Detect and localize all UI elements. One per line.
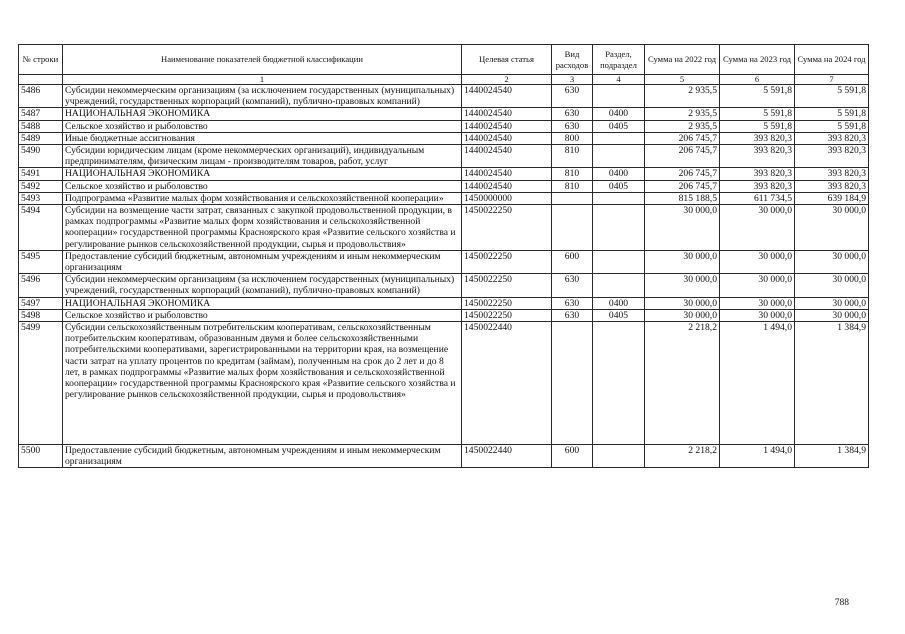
- row-type: 810: [552, 168, 593, 180]
- row-sum-2023: 5 591,8: [720, 108, 795, 120]
- row-sum-2024: 639 184,9: [795, 192, 869, 204]
- header-sum-2024: Сумма на 2024 год: [795, 45, 869, 75]
- row-target: 1450022250: [462, 297, 552, 309]
- row-name: Субсидии сельскохозяйственным потребительским кооперативам, сельскохозяйственным потребительским кооперативам, образованным двумя и более сельскохозяйственными потребительскими кооперативами, зарегистрированными на территории края, на возмещение части затрат на уплату процентов по кредитам (займам), полученным на срок до 2 лет и до 8 лет, в рамках подпрограммы «Развитие малых форм хозяйствования и сельскохозяйственной кооперации» государственной программы Красноярского края «Развитие сельского хозяйства и регулирование рынков сельскохозяйственной продукции, сырья и продовольствия»: [63, 322, 462, 445]
- row-number: 5496: [19, 274, 63, 297]
- row-name: Сельское хозяйство и рыболовство: [63, 180, 462, 192]
- header-type: Вид расходов: [552, 45, 593, 75]
- row-section: [593, 445, 645, 468]
- row-section: [593, 274, 645, 297]
- column-number: 6: [720, 75, 795, 85]
- row-section: 0405: [593, 120, 645, 132]
- row-type: 630: [552, 120, 593, 132]
- row-sum-2022: 206 745,7: [645, 132, 720, 144]
- row-sum-2023: 30 000,0: [720, 297, 795, 309]
- table-row: [19, 85, 869, 108]
- row-number: 5491: [19, 168, 63, 180]
- row-target: 1450022250: [462, 205, 552, 251]
- table-row: [19, 108, 869, 120]
- row-name: НАЦИОНАЛЬНАЯ ЭКОНОМИКА: [63, 168, 462, 180]
- row-number: 5487: [19, 108, 63, 120]
- budget-table: [18, 44, 869, 468]
- row-sum-2022: 206 745,7: [645, 145, 720, 168]
- row-section: [593, 145, 645, 168]
- row-type: 800: [552, 132, 593, 144]
- row-type: 600: [552, 445, 593, 468]
- row-sum-2024: 1 384,9: [795, 322, 869, 445]
- row-sum-2023: 30 000,0: [720, 309, 795, 321]
- row-type: 600: [552, 250, 593, 273]
- row-section: [593, 192, 645, 204]
- row-name: Подпрограмма «Развитие малых форм хозяйствования и сельскохозяйственной кооперации»: [63, 192, 462, 204]
- table-row: [19, 250, 869, 273]
- row-number: 5489: [19, 132, 63, 144]
- table-row: [19, 445, 869, 468]
- table-row: [19, 309, 869, 321]
- row-sum-2022: 30 000,0: [645, 205, 720, 251]
- row-target: 1450022250: [462, 274, 552, 297]
- row-sum-2024: 30 000,0: [795, 205, 869, 251]
- row-sum-2023: 611 734,5: [720, 192, 795, 204]
- table-row: [19, 322, 869, 445]
- row-section: 0405: [593, 180, 645, 192]
- column-number: [19, 75, 63, 85]
- header-target: Целевая статья: [462, 45, 552, 75]
- row-name: Предоставление субсидий бюджетным, автономным учреждениям и иным некоммерческим организациям: [63, 250, 462, 273]
- row-number: 5498: [19, 309, 63, 321]
- row-section: [593, 205, 645, 251]
- row-sum-2024: 393 820,3: [795, 180, 869, 192]
- row-sum-2023: 393 820,3: [720, 145, 795, 168]
- row-sum-2022: 2 218,2: [645, 445, 720, 468]
- row-type: 630: [552, 309, 593, 321]
- table-row: [19, 205, 869, 251]
- row-number: 5497: [19, 297, 63, 309]
- row-target: 1450022440: [462, 322, 552, 445]
- table-row: [19, 274, 869, 297]
- row-sum-2023: 393 820,3: [720, 132, 795, 144]
- row-target: 1450000000: [462, 192, 552, 204]
- row-sum-2023: 1 494,0: [720, 445, 795, 468]
- row-name: НАЦИОНАЛЬНАЯ ЭКОНОМИКА: [63, 108, 462, 120]
- document-page: [18, 44, 870, 468]
- table-row: [19, 145, 869, 168]
- row-target: 1440024540: [462, 132, 552, 144]
- row-target: 1440024540: [462, 85, 552, 108]
- row-name: Субсидии некоммерческим организациям (за исключением государственных (муниципальных) учреждений, государственных корпораций (компаний), публично-правовых компаний): [63, 85, 462, 108]
- row-sum-2022: 30 000,0: [645, 274, 720, 297]
- table-row: [19, 192, 869, 204]
- row-type: 810: [552, 180, 593, 192]
- row-type: 630: [552, 108, 593, 120]
- row-sum-2023: 393 820,3: [720, 168, 795, 180]
- row-sum-2022: 2 935,5: [645, 108, 720, 120]
- column-number-row: [19, 75, 869, 85]
- row-sum-2024: 1 384,9: [795, 445, 869, 468]
- row-number: 5492: [19, 180, 63, 192]
- row-target: 1440024540: [462, 145, 552, 168]
- row-number: 5493: [19, 192, 63, 204]
- row-sum-2024: 393 820,3: [795, 168, 869, 180]
- row-type: [552, 192, 593, 204]
- row-sum-2023: 30 000,0: [720, 274, 795, 297]
- row-number: 5495: [19, 250, 63, 273]
- row-sum-2024: 5 591,8: [795, 85, 869, 108]
- row-sum-2022: 815 188,5: [645, 192, 720, 204]
- row-type: 630: [552, 297, 593, 309]
- row-name: Субсидии на возмещение части затрат, связанных с закупкой продовольственной продукции, в рамках подпрограммы «Развитие малых форм хозяйствования и сельскохозяйственной кооперации» государственной программы Красноярского края «Развитие сельского хозяйства и регулирование рынков сельскохозяйственной продукции, сырья и продовольствия»: [63, 205, 462, 251]
- row-name: Сельское хозяйство и рыболовство: [63, 120, 462, 132]
- row-section: 0400: [593, 168, 645, 180]
- row-sum-2024: 393 820,3: [795, 132, 869, 144]
- row-section: [593, 322, 645, 445]
- row-sum-2024: 5 591,8: [795, 108, 869, 120]
- column-number: 7: [795, 75, 869, 85]
- row-target: 1450022440: [462, 445, 552, 468]
- row-section: 0400: [593, 108, 645, 120]
- row-sum-2023: 5 591,8: [720, 120, 795, 132]
- row-sum-2022: 2 218,2: [645, 322, 720, 445]
- row-target: 1440024540: [462, 120, 552, 132]
- row-sum-2024: 5 591,8: [795, 120, 869, 132]
- header-section: Раздел, подраздел: [593, 45, 645, 75]
- table-row: [19, 120, 869, 132]
- row-name: Иные бюджетные ассигнования: [63, 132, 462, 144]
- row-sum-2023: 30 000,0: [720, 205, 795, 251]
- row-section: 0400: [593, 297, 645, 309]
- header-name: Наименование показателей бюджетной классификации: [63, 45, 462, 75]
- row-section: [593, 132, 645, 144]
- row-number: 5499: [19, 322, 63, 445]
- row-number: 5494: [19, 205, 63, 251]
- table-row: [19, 168, 869, 180]
- table-row: [19, 180, 869, 192]
- column-number: 4: [593, 75, 645, 85]
- row-name: Субсидии некоммерческим организациям (за исключением государственных (муниципальных) учреждений, государственных корпораций (компаний), публично-правовых компаний): [63, 274, 462, 297]
- row-section: [593, 250, 645, 273]
- row-type: [552, 205, 593, 251]
- row-sum-2022: 2 935,5: [645, 85, 720, 108]
- row-sum-2024: 30 000,0: [795, 297, 869, 309]
- row-sum-2023: 5 591,8: [720, 85, 795, 108]
- row-type: 630: [552, 85, 593, 108]
- row-sum-2023: 30 000,0: [720, 250, 795, 273]
- row-type: 810: [552, 145, 593, 168]
- row-number: 5500: [19, 445, 63, 468]
- row-section: [593, 85, 645, 108]
- row-sum-2022: 30 000,0: [645, 297, 720, 309]
- row-sum-2024: 30 000,0: [795, 309, 869, 321]
- table-row: [19, 297, 869, 309]
- header-sum-2023: Сумма на 2023 год: [720, 45, 795, 75]
- row-target: 1440024540: [462, 180, 552, 192]
- row-sum-2023: 1 494,0: [720, 322, 795, 445]
- row-number: 5490: [19, 145, 63, 168]
- row-sum-2022: 30 000,0: [645, 250, 720, 273]
- row-sum-2022: 2 935,5: [645, 120, 720, 132]
- table-header-row: [19, 45, 869, 75]
- row-sum-2024: 30 000,0: [795, 250, 869, 273]
- row-section: 0405: [593, 309, 645, 321]
- row-number: 5488: [19, 120, 63, 132]
- row-number: 5486: [19, 85, 63, 108]
- column-number: 2: [462, 75, 552, 85]
- header-sum-2022: Сумма на 2022 год: [645, 45, 720, 75]
- row-sum-2024: 393 820,3: [795, 145, 869, 168]
- row-sum-2024: 30 000,0: [795, 274, 869, 297]
- table-row: [19, 132, 869, 144]
- row-sum-2023: 393 820,3: [720, 180, 795, 192]
- row-name: Субсидии юридическим лицам (кроме некоммерческих организаций), индивидуальным предпринимателям, физическим лицам - производителям товаров, работ, услуг: [63, 145, 462, 168]
- row-name: Сельское хозяйство и рыболовство: [63, 309, 462, 321]
- header-row-num: № строки: [19, 45, 63, 75]
- row-name: Предоставление субсидий бюджетным, автономным учреждениям и иным некоммерческим организациям: [63, 445, 462, 468]
- page-number: 788: [834, 598, 849, 608]
- row-target: 1450022250: [462, 309, 552, 321]
- column-number: 5: [645, 75, 720, 85]
- column-number: 3: [552, 75, 593, 85]
- column-number: 1: [63, 75, 462, 85]
- row-type: [552, 322, 593, 445]
- row-target: 1440024540: [462, 108, 552, 120]
- table-body: [19, 85, 869, 468]
- row-type: 630: [552, 274, 593, 297]
- row-target: 1440024540: [462, 168, 552, 180]
- row-sum-2022: 30 000,0: [645, 309, 720, 321]
- row-target: 1450022250: [462, 250, 552, 273]
- row-sum-2022: 206 745,7: [645, 168, 720, 180]
- row-name: НАЦИОНАЛЬНАЯ ЭКОНОМИКА: [63, 297, 462, 309]
- row-sum-2022: 206 745,7: [645, 180, 720, 192]
